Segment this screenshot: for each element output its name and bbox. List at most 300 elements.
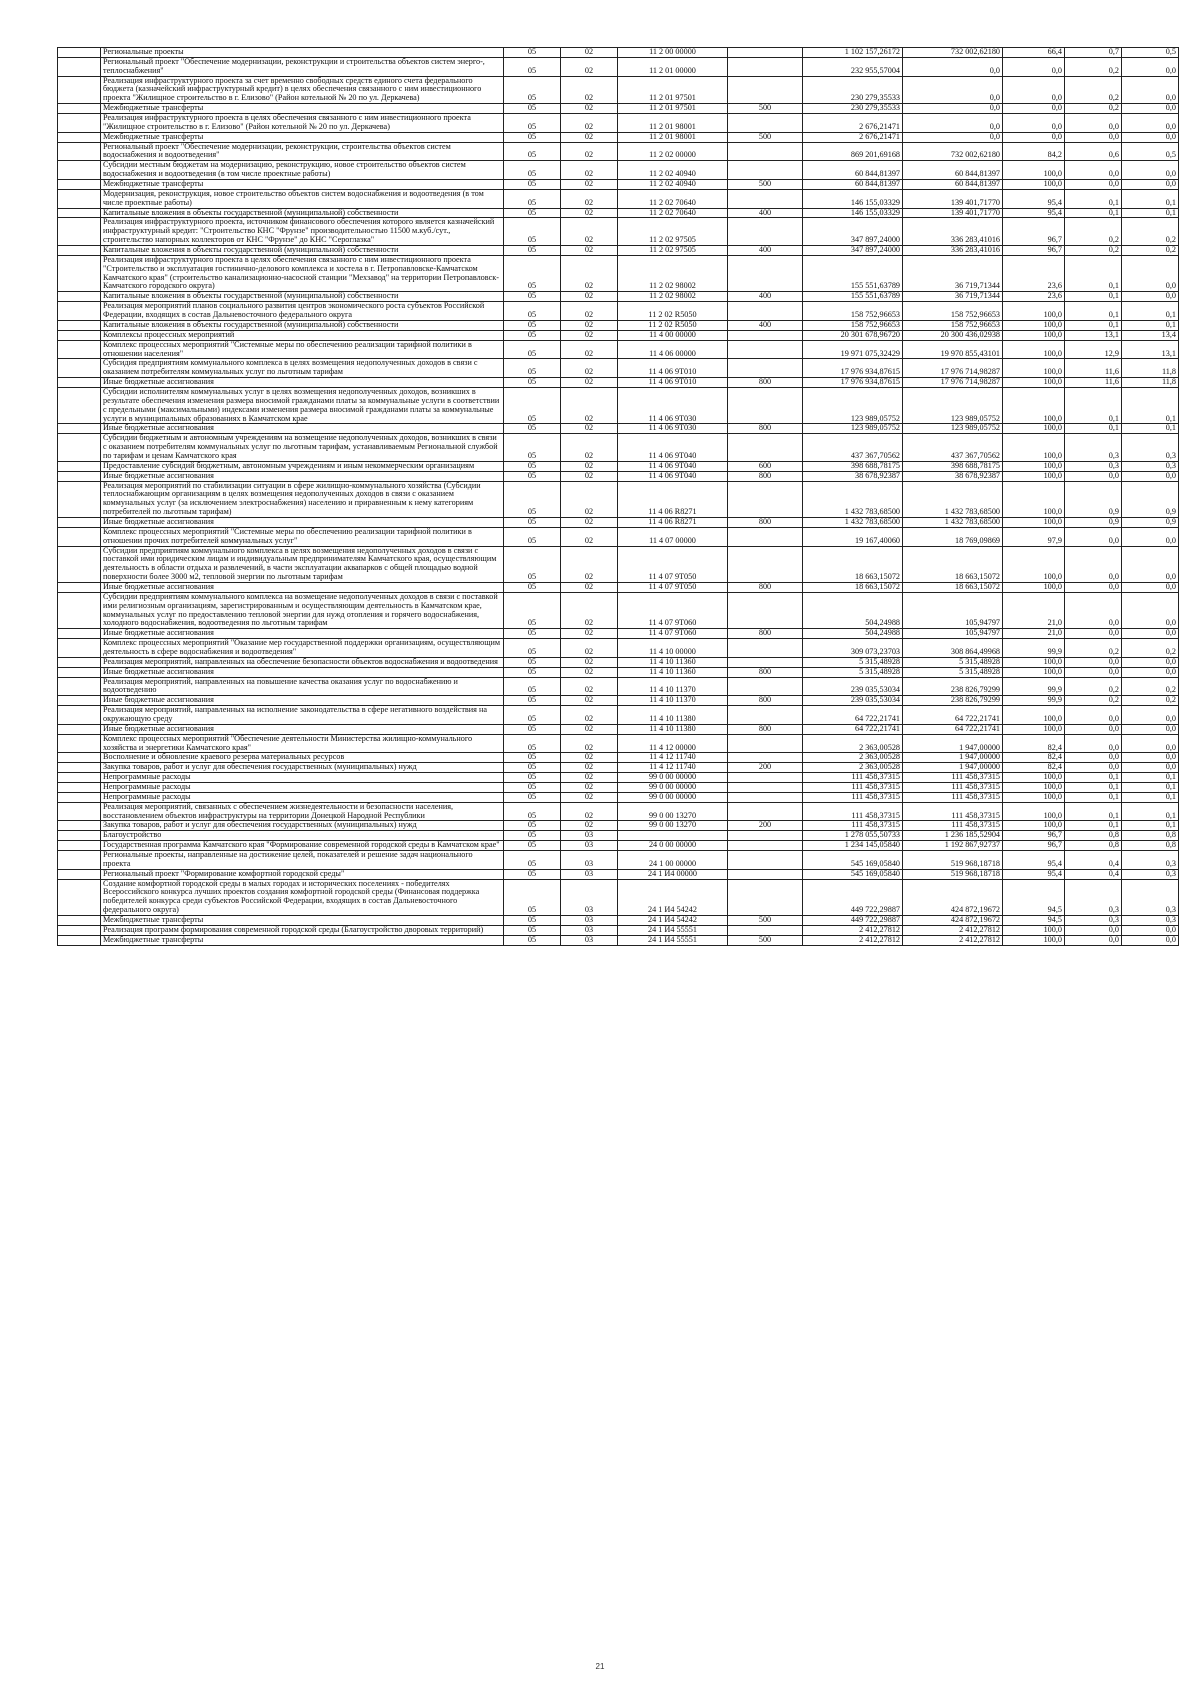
share-executed-cell: 0,0 (1122, 527, 1179, 546)
share-executed-cell: 0,2 (1122, 639, 1179, 658)
table-row (58, 753, 1179, 763)
subsection-code-cell: 02 (561, 387, 618, 423)
subsection-code-cell: 02 (561, 706, 618, 725)
planned-amount-cell: 1 234 145,05840 (803, 841, 903, 851)
planned-amount-cell: 545 169,05840 (803, 869, 903, 879)
share-executed-cell: 0,1 (1122, 208, 1179, 218)
section-code-cell: 05 (504, 527, 561, 546)
row-index-cell (58, 802, 101, 821)
subsection-code-cell: 02 (561, 471, 618, 481)
table-row (58, 773, 1179, 783)
subsection-code-cell: 02 (561, 517, 618, 527)
executed-amount-cell: 519 968,18718 (903, 869, 1003, 879)
executed-amount-cell: 19 970 855,43101 (903, 340, 1003, 359)
section-code-cell: 05 (504, 925, 561, 935)
planned-amount-cell: 5 315,48928 (803, 667, 903, 677)
section-code-cell: 05 (504, 424, 561, 434)
subsection-code-cell: 02 (561, 424, 618, 434)
execution-percent-cell: 100,0 (1003, 378, 1065, 388)
target-article-cell: 11 4 06 9Т040 (618, 461, 728, 471)
section-code-cell: 05 (504, 582, 561, 592)
share-planned-cell: 0,2 (1065, 246, 1122, 256)
subsection-code-cell: 02 (561, 639, 618, 658)
share-executed-cell: 13,1 (1122, 340, 1179, 359)
section-code-cell: 05 (504, 783, 561, 793)
execution-percent-cell: 0,0 (1003, 76, 1065, 104)
expense-type-cell (728, 841, 803, 851)
execution-percent-cell: 100,0 (1003, 657, 1065, 667)
planned-amount-cell: 230 279,35533 (803, 76, 903, 104)
target-article-cell: 11 4 06 9Т010 (618, 359, 728, 378)
target-article-cell: 11 4 07 9Т060 (618, 592, 728, 628)
row-index-cell (58, 753, 101, 763)
expense-type-cell: 800 (728, 582, 803, 592)
target-article-cell: 24 1 И4 54242 (618, 916, 728, 926)
executed-amount-cell: 139 401,71770 (903, 189, 1003, 208)
planned-amount-cell: 146 155,03329 (803, 189, 903, 208)
subsection-code-cell: 03 (561, 925, 618, 935)
subsection-code-cell: 02 (561, 292, 618, 302)
planned-amount-cell: 155 551,63789 (803, 255, 903, 291)
subsection-code-cell: 02 (561, 696, 618, 706)
executed-amount-cell: 123 989,05752 (903, 387, 1003, 423)
share-planned-cell: 0,1 (1065, 320, 1122, 330)
subsection-code-cell: 02 (561, 677, 618, 696)
item-name-cell: Непрограммные расходы (101, 792, 504, 802)
item-name-cell: Комплекс процессных мероприятий "Оказание мер государственной поддержки организациям, осуществляющим деятельность в сфере водоснабжения и водоотведения" (101, 639, 504, 658)
table-row (58, 667, 1179, 677)
table-row (58, 57, 1179, 76)
share-executed-cell: 0,1 (1122, 189, 1179, 208)
table-row (58, 114, 1179, 133)
execution-percent-cell: 100,0 (1003, 925, 1065, 935)
target-article-cell: 11 4 10 11380 (618, 706, 728, 725)
share-executed-cell: 0,0 (1122, 582, 1179, 592)
target-article-cell: 11 4 12 11740 (618, 753, 728, 763)
target-article-cell: 11 2 02 40940 (618, 161, 728, 180)
share-planned-cell: 0,7 (1065, 48, 1122, 58)
planned-amount-cell: 869 201,69168 (803, 142, 903, 161)
share-planned-cell: 0,2 (1065, 677, 1122, 696)
planned-amount-cell: 449 722,29887 (803, 879, 903, 915)
share-planned-cell: 0,1 (1065, 189, 1122, 208)
execution-percent-cell: 100,0 (1003, 667, 1065, 677)
item-name-cell: Благоустройство (101, 831, 504, 841)
item-name-cell: Иные бюджетные ассигнования (101, 582, 504, 592)
execution-percent-cell: 82,4 (1003, 753, 1065, 763)
share-executed-cell: 0,9 (1122, 517, 1179, 527)
section-code-cell: 05 (504, 546, 561, 582)
table-row (58, 527, 1179, 546)
item-name-cell: Межбюджетные трансферты (101, 104, 504, 114)
share-planned-cell: 0,2 (1065, 696, 1122, 706)
executed-amount-cell: 424 872,19672 (903, 916, 1003, 926)
share-executed-cell: 0,0 (1122, 161, 1179, 180)
executed-amount-cell: 111 458,37315 (903, 792, 1003, 802)
target-article-cell: 24 1 И4 54242 (618, 879, 728, 915)
expense-type-cell (728, 142, 803, 161)
section-code-cell: 05 (504, 48, 561, 58)
expense-type-cell (728, 57, 803, 76)
target-article-cell: 11 4 10 00000 (618, 639, 728, 658)
executed-amount-cell: 238 826,79299 (903, 677, 1003, 696)
executed-amount-cell: 18 663,15072 (903, 546, 1003, 582)
executed-amount-cell: 1 236 185,52904 (903, 831, 1003, 841)
target-article-cell: 11 2 02 00000 (618, 142, 728, 161)
row-index-cell (58, 424, 101, 434)
share-executed-cell: 0,0 (1122, 629, 1179, 639)
section-code-cell: 05 (504, 330, 561, 340)
execution-percent-cell: 100,0 (1003, 359, 1065, 378)
table-row (58, 292, 1179, 302)
item-name-cell: Капитальные вложения в объекты государственной (муниципальной) собственности (101, 320, 504, 330)
section-code-cell: 05 (504, 802, 561, 821)
target-article-cell: 11 2 01 98001 (618, 132, 728, 142)
expense-type-cell: 800 (728, 378, 803, 388)
executed-amount-cell: 18 663,15072 (903, 582, 1003, 592)
table-row (58, 340, 1179, 359)
row-index-cell (58, 142, 101, 161)
execution-percent-cell: 100,0 (1003, 724, 1065, 734)
share-executed-cell: 0,2 (1122, 246, 1179, 256)
executed-amount-cell: 732 002,62180 (903, 142, 1003, 161)
subsection-code-cell: 02 (561, 481, 618, 517)
subsection-code-cell: 02 (561, 527, 618, 546)
planned-amount-cell: 2 363,00528 (803, 734, 903, 753)
share-planned-cell: 0,1 (1065, 802, 1122, 821)
expense-type-cell (728, 481, 803, 517)
planned-amount-cell: 64 722,21741 (803, 724, 903, 734)
executed-amount-cell: 1 947,00000 (903, 753, 1003, 763)
item-name-cell: Региональный проект "Обеспечение модернизации, реконструкции и строительства объектов систем энерго-, теплоснабжения" (101, 57, 504, 76)
share-executed-cell: 0,0 (1122, 132, 1179, 142)
share-executed-cell: 0,0 (1122, 114, 1179, 133)
share-planned-cell: 0,0 (1065, 657, 1122, 667)
share-planned-cell: 0,9 (1065, 517, 1122, 527)
row-index-cell (58, 359, 101, 378)
section-code-cell: 05 (504, 724, 561, 734)
executed-amount-cell: 398 688,78175 (903, 461, 1003, 471)
planned-amount-cell: 111 458,37315 (803, 802, 903, 821)
share-executed-cell: 0,0 (1122, 667, 1179, 677)
subsection-code-cell: 02 (561, 302, 618, 321)
target-article-cell: 11 4 06 9Т030 (618, 387, 728, 423)
planned-amount-cell: 1 278 055,50733 (803, 831, 903, 841)
expense-type-cell (728, 657, 803, 667)
item-name-cell: Модернизация, реконструкция, новое строительство объектов систем водоснабжения и водоотведения (в том числе проектные работы) (101, 189, 504, 208)
table-row (58, 302, 1179, 321)
executed-amount-cell: 0,0 (903, 104, 1003, 114)
item-name-cell: Восполнение и обновление краевого резерва материальных ресурсов (101, 753, 504, 763)
execution-percent-cell: 99,9 (1003, 677, 1065, 696)
section-code-cell: 05 (504, 387, 561, 423)
executed-amount-cell: 336 283,41016 (903, 218, 1003, 246)
execution-percent-cell: 100,0 (1003, 802, 1065, 821)
executed-amount-cell: 1 947,00000 (903, 763, 1003, 773)
item-name-cell: Создание комфортной городской среды в малых городах и исторических поселениях - победителях Всероссийского конкурса лучших проектов создания комфортной городской среды (Финансовая поддержка победителей конкурса среди субъектов Российской Федерации, входящих в состав Дальневосточного федерального округа) (101, 879, 504, 915)
executed-amount-cell: 1 192 867,92737 (903, 841, 1003, 851)
table-row (58, 246, 1179, 256)
subsection-code-cell: 02 (561, 657, 618, 667)
section-code-cell: 05 (504, 696, 561, 706)
expense-type-cell: 500 (728, 132, 803, 142)
section-code-cell: 05 (504, 706, 561, 725)
target-article-cell: 11 2 02 97505 (618, 246, 728, 256)
subsection-code-cell: 02 (561, 546, 618, 582)
subsection-code-cell: 02 (561, 208, 618, 218)
planned-amount-cell: 19 971 075,32429 (803, 340, 903, 359)
subsection-code-cell: 02 (561, 246, 618, 256)
expense-type-cell (728, 753, 803, 763)
expense-type-cell: 400 (728, 208, 803, 218)
executed-amount-cell: 105,94797 (903, 629, 1003, 639)
item-name-cell: Иные бюджетные ассигнования (101, 667, 504, 677)
item-name-cell: Реализация инфраструктурного проекта в целях обеспечения связанного с ним инвестиционного проекта "Строительство и эксплуатация гостинично-делового комплекса и хостела в г. Петропавловске-Камчатском Камчатского края" (строительство канализационно-насосной станции "Мехзавод" на территории Петропавловск-Камчатского городского округа) (101, 255, 504, 291)
share-executed-cell: 0,1 (1122, 821, 1179, 831)
target-article-cell: 11 4 07 00000 (618, 527, 728, 546)
row-index-cell (58, 114, 101, 133)
expense-type-cell: 200 (728, 821, 803, 831)
planned-amount-cell: 64 722,21741 (803, 706, 903, 725)
section-code-cell: 05 (504, 132, 561, 142)
planned-amount-cell: 111 458,37315 (803, 792, 903, 802)
table-row (58, 802, 1179, 821)
row-index-cell (58, 831, 101, 841)
row-index-cell (58, 706, 101, 725)
section-code-cell: 05 (504, 831, 561, 841)
subsection-code-cell: 02 (561, 378, 618, 388)
execution-percent-cell: 99,9 (1003, 639, 1065, 658)
execution-percent-cell: 66,4 (1003, 48, 1065, 58)
execution-percent-cell: 100,0 (1003, 792, 1065, 802)
row-index-cell (58, 57, 101, 76)
table-row (58, 189, 1179, 208)
planned-amount-cell: 2 676,21471 (803, 132, 903, 142)
target-article-cell: 11 4 06 00000 (618, 340, 728, 359)
execution-percent-cell: 82,4 (1003, 734, 1065, 753)
subsection-code-cell: 02 (561, 802, 618, 821)
section-code-cell: 05 (504, 667, 561, 677)
row-index-cell (58, 657, 101, 667)
planned-amount-cell: 38 678,92387 (803, 471, 903, 481)
expense-type-cell (728, 387, 803, 423)
executed-amount-cell: 5 315,48928 (903, 657, 1003, 667)
executed-amount-cell: 20 300 436,02938 (903, 330, 1003, 340)
planned-amount-cell: 309 073,23703 (803, 639, 903, 658)
subsection-code-cell: 02 (561, 734, 618, 753)
share-planned-cell: 0,3 (1065, 461, 1122, 471)
row-index-cell (58, 255, 101, 291)
planned-amount-cell: 437 367,70562 (803, 434, 903, 462)
item-name-cell: Иные бюджетные ассигнования (101, 378, 504, 388)
row-index-cell (58, 629, 101, 639)
page-number: 21 (595, 1662, 605, 1671)
share-planned-cell: 0,2 (1065, 104, 1122, 114)
table-row (58, 639, 1179, 658)
share-executed-cell: 0,0 (1122, 724, 1179, 734)
share-executed-cell: 0,0 (1122, 255, 1179, 291)
share-executed-cell: 0,0 (1122, 753, 1179, 763)
subsection-code-cell: 02 (561, 255, 618, 291)
expense-type-cell (728, 546, 803, 582)
expense-type-cell (728, 189, 803, 208)
budget-table-body (58, 48, 1179, 946)
row-index-cell (58, 302, 101, 321)
share-planned-cell: 0,1 (1065, 424, 1122, 434)
budget-table (57, 47, 1179, 946)
subsection-code-cell: 02 (561, 773, 618, 783)
target-article-cell: 11 2 02 98002 (618, 255, 728, 291)
executed-amount-cell: 123 989,05752 (903, 424, 1003, 434)
table-row (58, 879, 1179, 915)
share-executed-cell: 13,4 (1122, 330, 1179, 340)
share-executed-cell: 0,3 (1122, 851, 1179, 870)
expense-type-cell (728, 255, 803, 291)
item-name-cell: Капитальные вложения в объекты государственной (муниципальной) собственности (101, 246, 504, 256)
section-code-cell: 05 (504, 657, 561, 667)
execution-percent-cell: 100,0 (1003, 471, 1065, 481)
expense-type-cell: 500 (728, 104, 803, 114)
share-executed-cell: 0,0 (1122, 76, 1179, 104)
planned-amount-cell: 239 035,53034 (803, 677, 903, 696)
item-name-cell: Реализация мероприятий, связанных с обеспечением жизнедеятельности и безопасности населения, восстановлением объектов инфраструктуры на территории Донецкой Народной Республики (101, 802, 504, 821)
section-code-cell: 05 (504, 639, 561, 658)
row-index-cell (58, 783, 101, 793)
share-planned-cell: 0,2 (1065, 76, 1122, 104)
subsection-code-cell: 02 (561, 132, 618, 142)
expense-type-cell (728, 218, 803, 246)
target-article-cell: 24 1 И4 00000 (618, 869, 728, 879)
planned-amount-cell: 111 458,37315 (803, 773, 903, 783)
share-planned-cell: 0,1 (1065, 821, 1122, 831)
table-row (58, 629, 1179, 639)
planned-amount-cell: 17 976 934,87615 (803, 359, 903, 378)
planned-amount-cell: 18 663,15072 (803, 546, 903, 582)
section-code-cell: 05 (504, 340, 561, 359)
planned-amount-cell: 398 688,78175 (803, 461, 903, 471)
executed-amount-cell: 0,0 (903, 114, 1003, 133)
executed-amount-cell: 0,0 (903, 76, 1003, 104)
table-row (58, 48, 1179, 58)
section-code-cell: 05 (504, 104, 561, 114)
target-article-cell: 11 2 02 70640 (618, 189, 728, 208)
share-executed-cell: 0,1 (1122, 802, 1179, 821)
subsection-code-cell: 02 (561, 792, 618, 802)
executed-amount-cell: 0,0 (903, 57, 1003, 76)
item-name-cell: Реализация программ формирования современной городской среды (Благоустройство дворовых территорий) (101, 925, 504, 935)
share-planned-cell: 0,0 (1065, 161, 1122, 180)
execution-percent-cell: 95,4 (1003, 851, 1065, 870)
executed-amount-cell: 0,0 (903, 132, 1003, 142)
executed-amount-cell: 424 872,19672 (903, 879, 1003, 915)
planned-amount-cell: 111 458,37315 (803, 783, 903, 793)
executed-amount-cell: 60 844,81397 (903, 180, 1003, 190)
target-article-cell: 11 4 06 R8271 (618, 481, 728, 517)
target-article-cell: 11 4 10 11370 (618, 696, 728, 706)
share-planned-cell: 0,0 (1065, 753, 1122, 763)
planned-amount-cell: 2 412,27812 (803, 925, 903, 935)
row-index-cell (58, 667, 101, 677)
table-row (58, 359, 1179, 378)
section-code-cell: 05 (504, 879, 561, 915)
table-row (58, 706, 1179, 725)
expense-type-cell: 400 (728, 246, 803, 256)
planned-amount-cell: 239 035,53034 (803, 696, 903, 706)
subsection-code-cell: 02 (561, 161, 618, 180)
row-index-cell (58, 378, 101, 388)
expense-type-cell (728, 783, 803, 793)
budget-table-container (57, 47, 1176, 946)
share-executed-cell: 0,0 (1122, 292, 1179, 302)
section-code-cell: 05 (504, 471, 561, 481)
row-index-cell (58, 851, 101, 870)
planned-amount-cell: 60 844,81397 (803, 161, 903, 180)
item-name-cell: Субсидии предприятиям коммунального комплекса на возмещение недополученных доходов в связи с поставкой ими религиозным организациям, зарегистрированным и осуществляющим деятельность в Камчатском крае, коммунальных услуг по предоставлению тепловой энергии для нужд отопления и горячего водоснабжения, холодного водоснабжения, водоотведения по льготным тарифам (101, 592, 504, 628)
target-article-cell: 11 2 01 00000 (618, 57, 728, 76)
execution-percent-cell: 100,0 (1003, 424, 1065, 434)
executed-amount-cell: 17 976 714,98287 (903, 378, 1003, 388)
planned-amount-cell: 2 363,00528 (803, 763, 903, 773)
row-index-cell (58, 935, 101, 945)
item-name-cell: Субсидии бюджетным и автономным учреждениям на возмещение недополученных доходов, возникших в связи с оказанием потребителям коммунальных услуг по льготным тарифам, устанавливаемым Региональной службой по тарифам и ценам Камчатского края (101, 434, 504, 462)
section-code-cell: 05 (504, 792, 561, 802)
row-index-cell (58, 292, 101, 302)
table-row (58, 546, 1179, 582)
table-row (58, 841, 1179, 851)
subsection-code-cell: 02 (561, 434, 618, 462)
item-name-cell: Капитальные вложения в объекты государственной (муниципальной) собственности (101, 208, 504, 218)
executed-amount-cell: 105,94797 (903, 592, 1003, 628)
section-code-cell: 05 (504, 677, 561, 696)
section-code-cell: 05 (504, 255, 561, 291)
section-code-cell: 05 (504, 773, 561, 783)
planned-amount-cell: 449 722,29887 (803, 916, 903, 926)
execution-percent-cell: 21,0 (1003, 629, 1065, 639)
execution-percent-cell: 100,0 (1003, 387, 1065, 423)
table-row (58, 218, 1179, 246)
table-row (58, 161, 1179, 180)
expense-type-cell (728, 330, 803, 340)
table-row (58, 517, 1179, 527)
row-index-cell (58, 471, 101, 481)
subsection-code-cell: 02 (561, 340, 618, 359)
table-row (58, 424, 1179, 434)
planned-amount-cell: 2 363,00528 (803, 753, 903, 763)
share-executed-cell: 0,2 (1122, 696, 1179, 706)
subsection-code-cell: 02 (561, 724, 618, 734)
share-planned-cell: 0,0 (1065, 935, 1122, 945)
expense-type-cell (728, 359, 803, 378)
executed-amount-cell: 2 412,27812 (903, 935, 1003, 945)
row-index-cell (58, 161, 101, 180)
expense-type-cell (728, 925, 803, 935)
share-planned-cell: 0,8 (1065, 831, 1122, 841)
table-row (58, 471, 1179, 481)
expense-type-cell (728, 76, 803, 104)
executed-amount-cell: 60 844,81397 (903, 161, 1003, 180)
row-index-cell (58, 916, 101, 926)
execution-percent-cell: 96,7 (1003, 246, 1065, 256)
expense-type-cell: 800 (728, 424, 803, 434)
row-index-cell (58, 104, 101, 114)
share-planned-cell: 0,0 (1065, 667, 1122, 677)
share-executed-cell: 0,0 (1122, 734, 1179, 753)
executed-amount-cell: 2 412,27812 (903, 925, 1003, 935)
row-index-cell (58, 879, 101, 915)
table-row (58, 821, 1179, 831)
share-planned-cell: 11,6 (1065, 378, 1122, 388)
subsection-code-cell: 02 (561, 783, 618, 793)
